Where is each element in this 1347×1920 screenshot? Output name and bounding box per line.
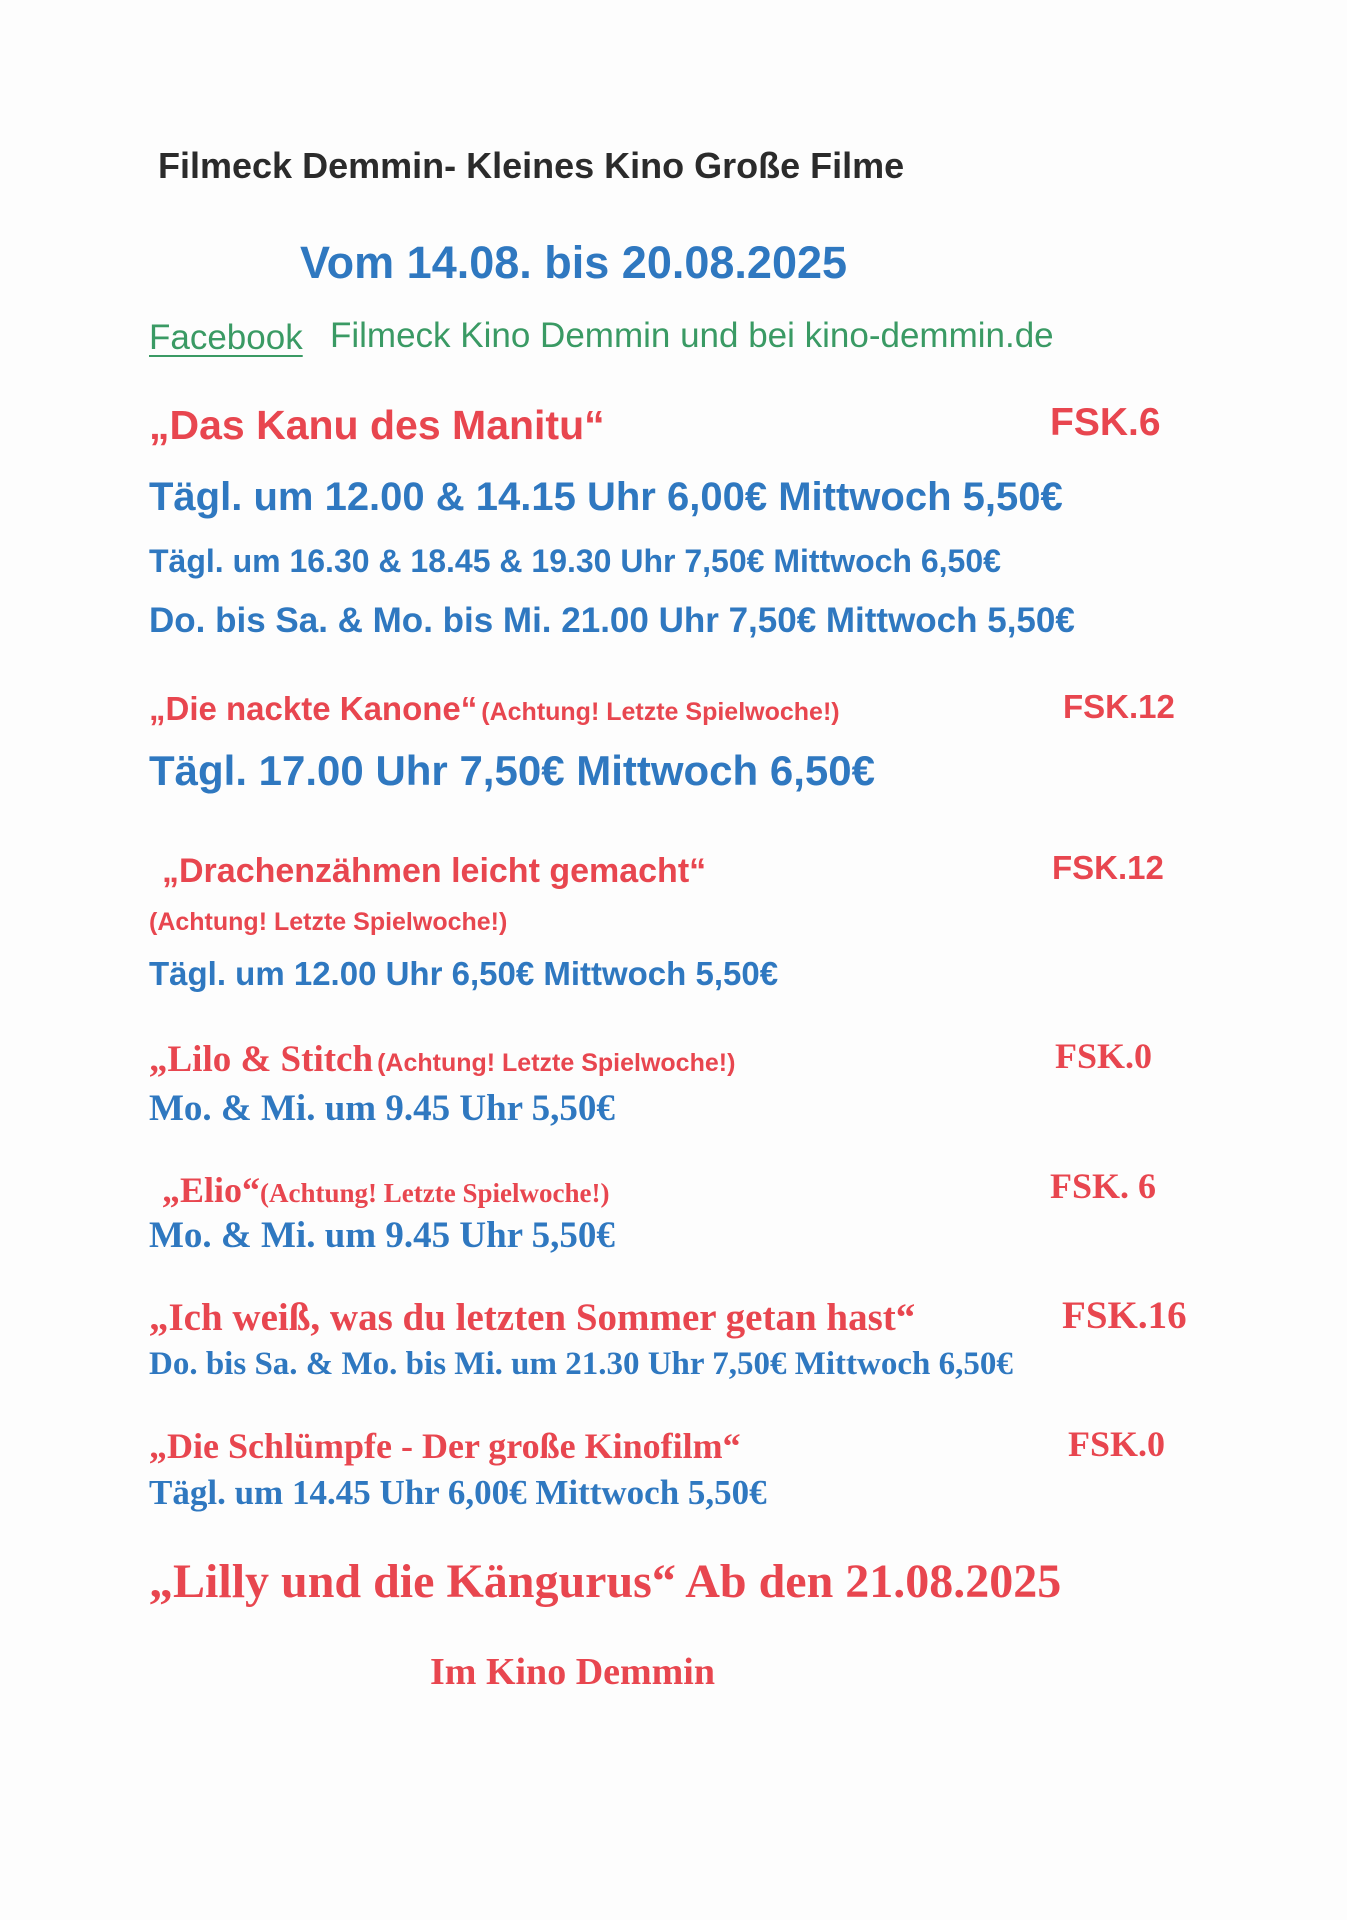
schedule-line: Tägl. um 12.00 & 14.15 Uhr 6,00€ Mittwoch 5,50€ xyxy=(149,475,1063,519)
movie-title-schluempfe: „Die Schlümpfe - Der große Kinofilm“ xyxy=(149,1426,741,1466)
facebook-link[interactable]: Facebook xyxy=(149,318,303,357)
last-week-note: (Achtung! Letzte Spielwoche!) xyxy=(377,1049,736,1077)
date-range: Vom 14.08. bis 20.08.2025 xyxy=(300,237,848,288)
fsk-rating-drachen: FSK.12 xyxy=(1052,849,1164,886)
last-week-note: (Achtung! Letzte Spielwoche!) xyxy=(260,1178,610,1208)
location: Im Kino Demmin xyxy=(430,1651,715,1693)
schedule-line: Mo. & Mi. um 9.45 Uhr 5,50€ xyxy=(149,1088,615,1129)
schedule-line: Mo. & Mi. um 9.45 Uhr 5,50€ xyxy=(149,1215,615,1256)
movie-title-elio: „Elio“ xyxy=(162,1170,261,1210)
movie-title-drachen: „Drachenzähmen leicht gemacht“ xyxy=(162,852,707,890)
schedule-line: Tägl. um 16.30 & 18.45 & 19.30 Uhr 7,50€ Mittwoch 6,50€ xyxy=(149,543,1001,579)
fsk-rating-sommer: FSK.16 xyxy=(1062,1294,1187,1337)
fsk-rating-schluempfe: FSK.0 xyxy=(1068,1424,1166,1464)
movie-heading-lilo xyxy=(149,1041,735,1078)
last-week-note: (Achtung! Letzte Spielwoche!) xyxy=(481,698,840,726)
fsk-rating-kanu: FSK.6 xyxy=(1050,401,1161,444)
social-info: Filmeck Kino Demmin und bei kino-demmin.de xyxy=(330,316,1054,355)
page-title: Filmeck Demmin- Kleines Kino Große Filme xyxy=(158,145,905,186)
announcement: „Lilly und die Kängurus“ Ab den 21.08.2025 xyxy=(149,1555,1062,1608)
fsk-rating-kanone: FSK.12 xyxy=(1063,688,1175,725)
schedule-line: Tägl. um 12.00 Uhr 6,50€ Mittwoch 5,50€ xyxy=(149,955,779,992)
schedule-line: Do. bis Sa. & Mo. bis Mi. um 21.30 Uhr 7,50€ Mittwoch 6,50€ xyxy=(149,1346,1013,1382)
movie-title-lilo: „Lilo & Stitch xyxy=(149,1039,374,1080)
movie-title-kanu: „Das Kanu des Manitu“ xyxy=(149,402,605,448)
schedule-line: Tägl. um 14.45 Uhr 6,00€ Mittwoch 5,50€ xyxy=(149,1473,767,1512)
schedule-line: Tägl. 17.00 Uhr 7,50€ Mittwoch 6,50€ xyxy=(149,747,875,794)
movie-title-sommer: „Ich weiß, was du letzten Sommer getan hast“ xyxy=(149,1296,916,1339)
last-week-note: (Achtung! Letzte Spielwoche!) xyxy=(149,908,508,936)
fsk-rating-elio: FSK. 6 xyxy=(1050,1166,1157,1206)
fsk-rating-lilo: FSK.0 xyxy=(1055,1036,1153,1076)
schedule-line: Do. bis Sa. & Mo. bis Mi. 21.00 Uhr 7,50€ Mittwoch 5,50€ xyxy=(149,601,1075,640)
movie-heading-elio xyxy=(162,1172,609,1208)
movie-title-kanone: „Die nackte Kanone“ xyxy=(149,690,478,727)
movie-heading-kanone xyxy=(149,692,840,725)
